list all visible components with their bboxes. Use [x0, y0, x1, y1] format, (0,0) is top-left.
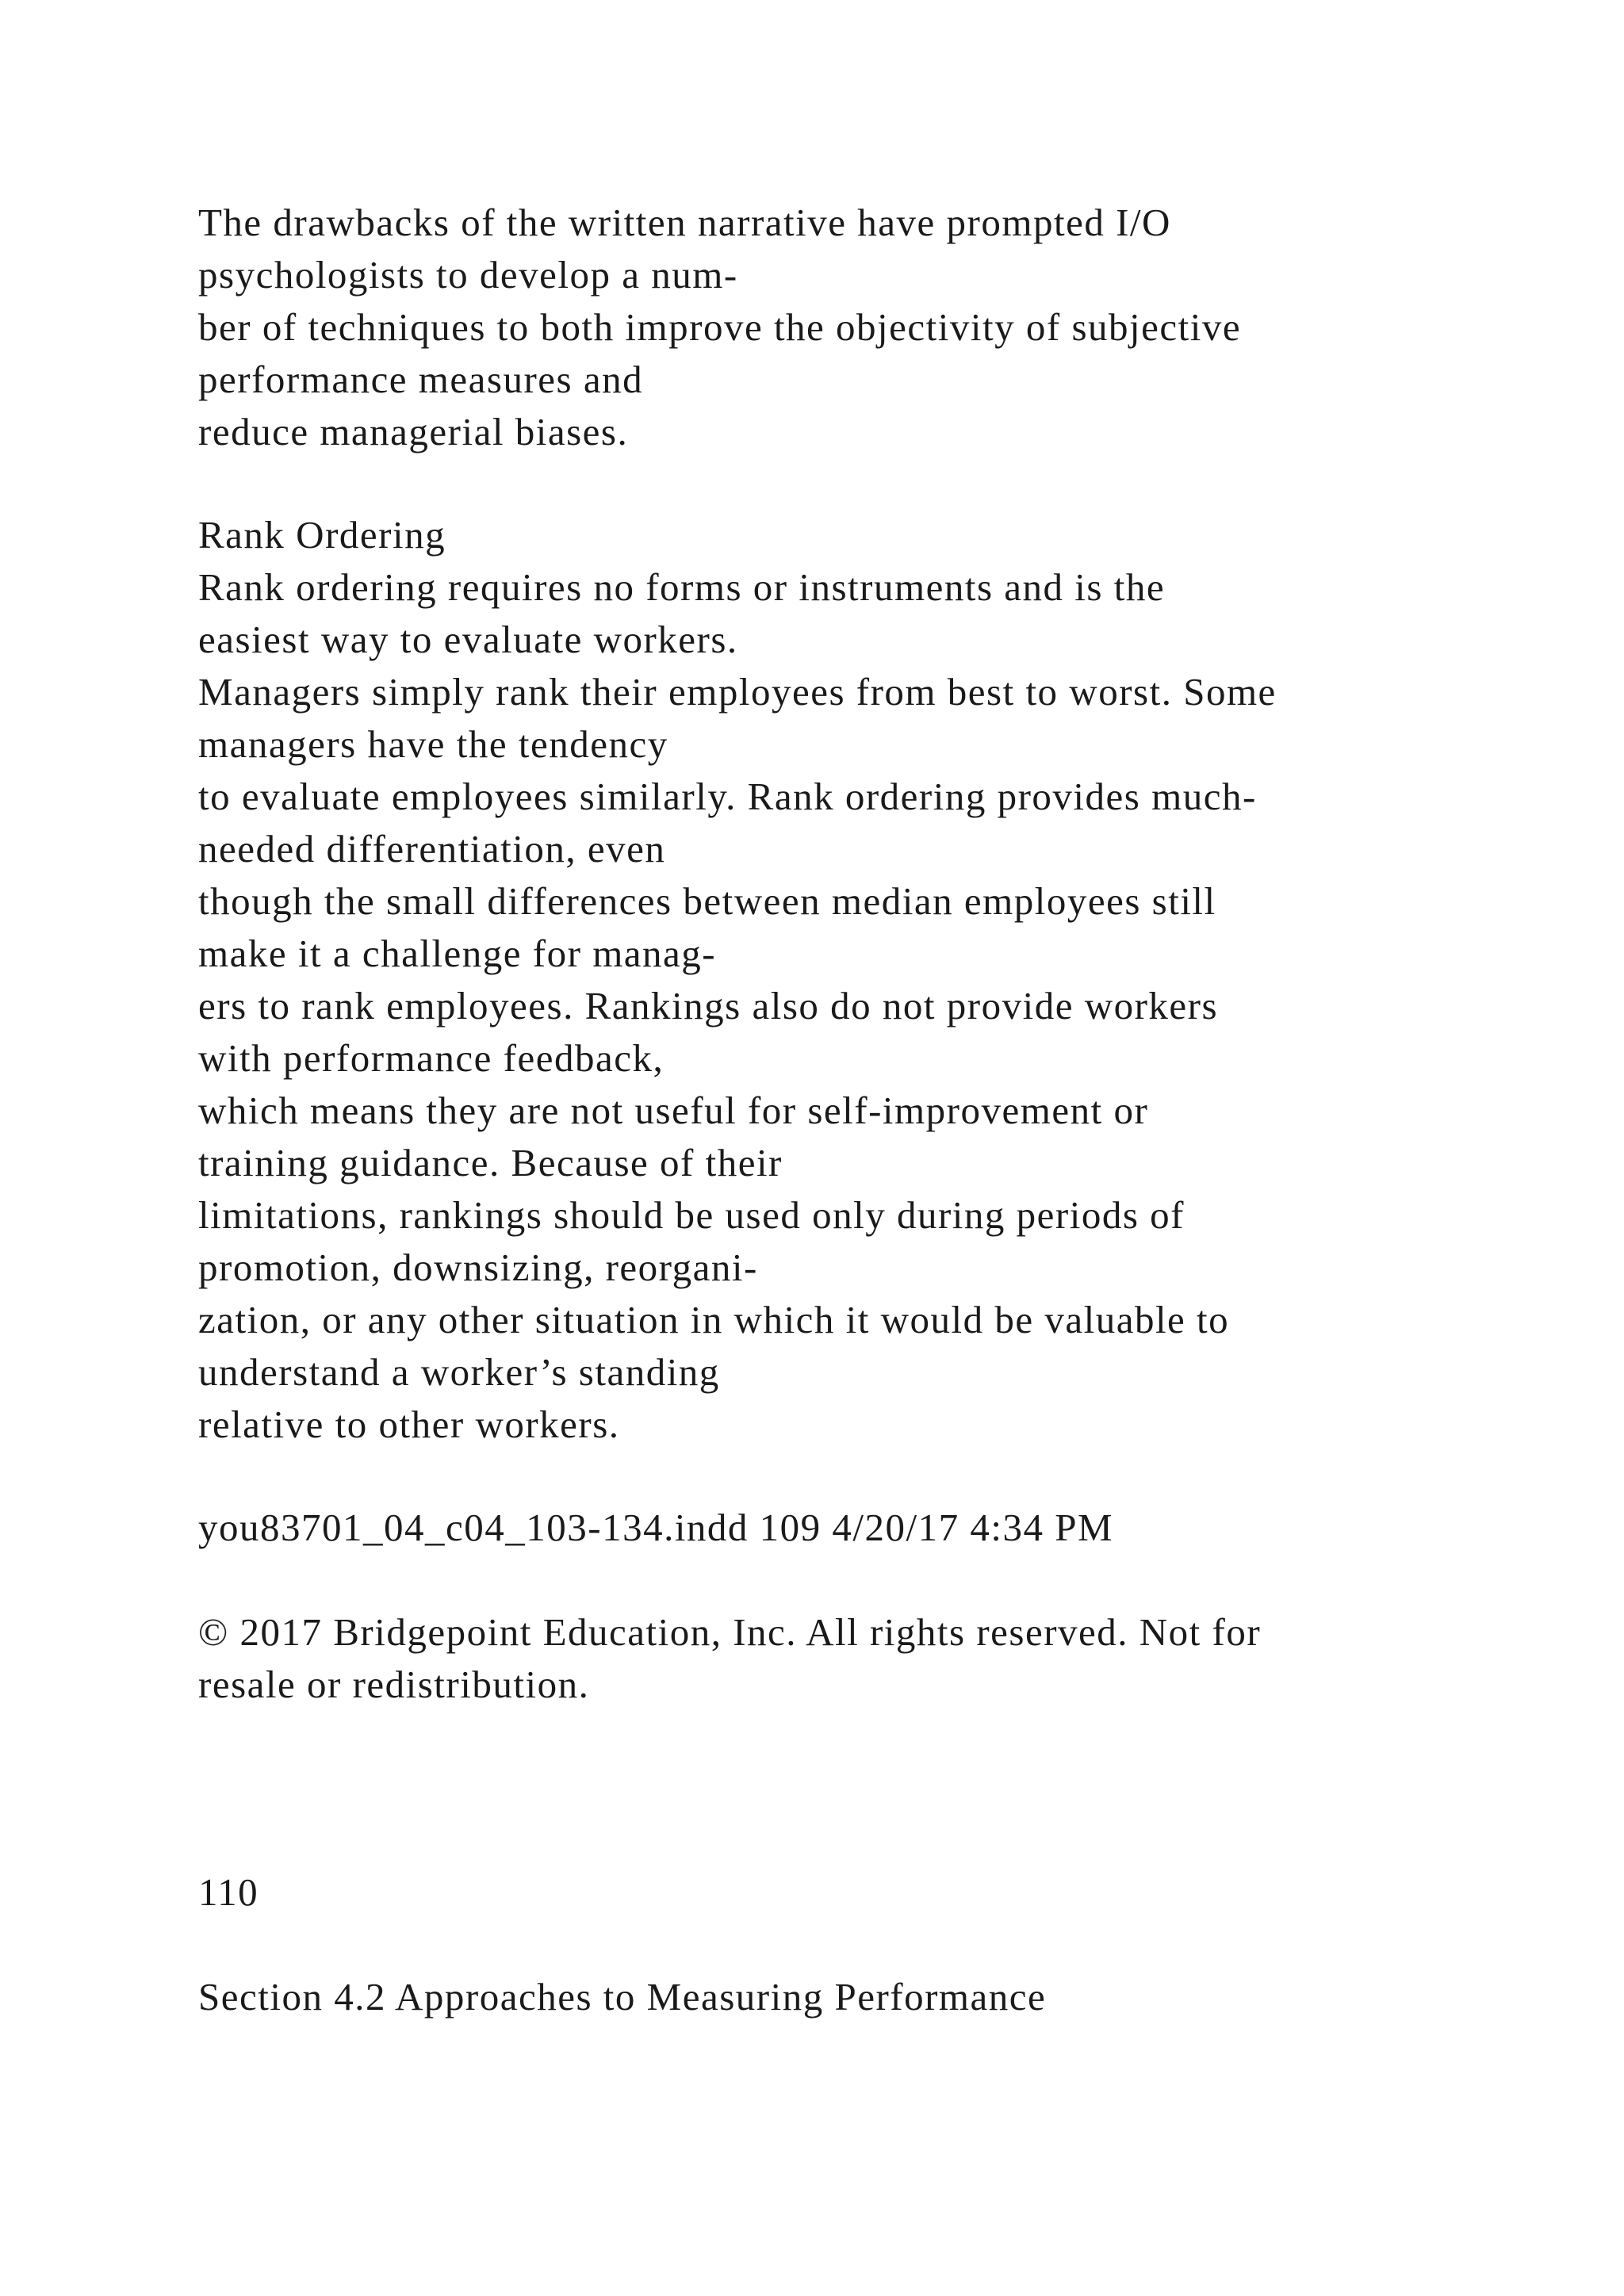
section-header: Section 4.2 Approaches to Measuring Performance [198, 1975, 1047, 2019]
page-number: 110 [198, 1870, 259, 1914]
rank-ordering-heading: Rank Ordering [198, 513, 446, 557]
copyright-notice: © 2017 Bridgepoint Education, Inc. All rights reserved. Not for resale or redistribution. [198, 1610, 1262, 1706]
indd-file-line: you83701_04_c04_103-134.indd 109 4/20/17 4:34 PM [198, 1506, 1114, 1549]
rank-ordering-paragraph: Rank ordering requires no forms or instruments and is the easiest way to evaluate workers. Managers simply rank their employees from best to worst. Some managers have the tendency to evaluate employees similarly. Rank ordering provides much- needed differentiation, even though the small differences between median employees still make it a challenge for manag- ers to rank employees. Rankings also do not provide workers with performance feedback, which means they are not useful for self-improvement or training guidance. Because of their limitations, rankings should be used only during periods of promotion, downsizing, reorgani- zation, or any other situation in which it would be valuable to understand a worker’s standing relative to other workers. [198, 565, 1277, 1446]
intro-paragraph: The drawbacks of the written narrative have prompted I/O psychologists to develop a num- ber of techniques to both improve the objectivity of subjective performance measures and reduce managerial biases. [198, 201, 1242, 453]
